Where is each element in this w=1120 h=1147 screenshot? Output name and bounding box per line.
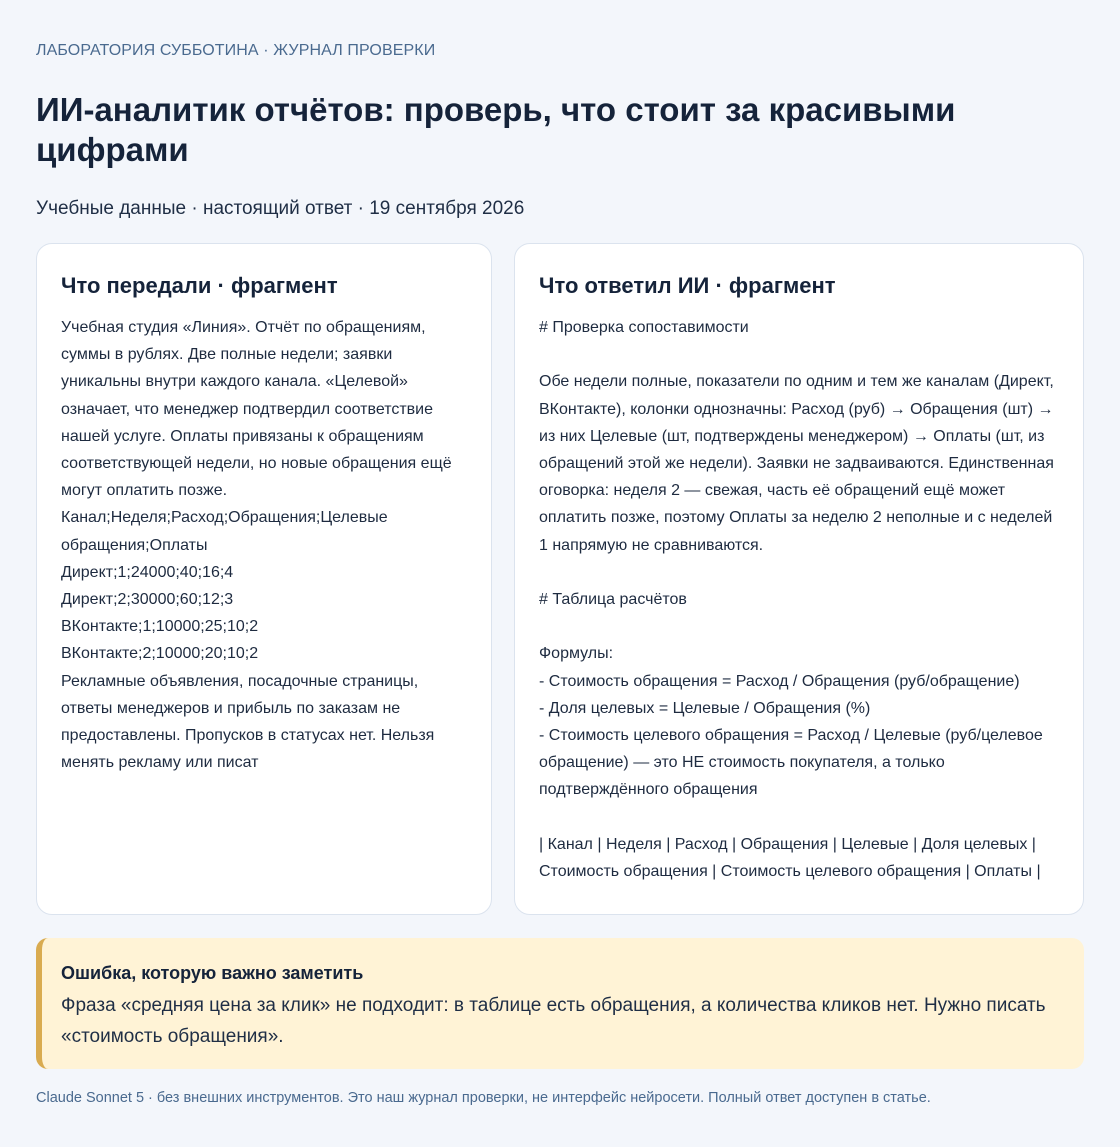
output-card	[514, 243, 1084, 915]
page-subtitle: Учебные данные · настоящий ответ · 19 сентября 2026	[36, 198, 525, 219]
footer-note: Claude Sonnet 5 · без внешних инструментов. Это наш журнал проверки, не интерфейс нейросети. Полный ответ доступен в статье.	[36, 1090, 931, 1106]
input-card-body: Учебная студия «Линия». Отчёт по обращениям, суммы в рублях. Две полные недели; заявки уникальны внутри каждого канала. «Целевой» означает, что менеджер подтвердил соответствие нашей услуге. Оплаты привязаны к обращениям соответствующей недели, но новые обращения ещё могут оплатить позже. Канал;Неделя;Расход;Обращения;Целевые обращения;Оплаты Директ;1;24000;40;16;4 Директ;2;30000;60;12;3 ВКонтакте;1;10000;25;10;2 ВКонтакте;2;10000;20;10;2 Рекламные объявления, посадочные страницы, ответы менеджеров и прибыль по заказам не предоставлены. Пропусков в статусах нет. Нельзя менять рекламу или писат	[61, 319, 452, 772]
error-callout-text: Фраза «средняя цена за клик» не подходит: в таблице есть обращения, а количества кликов нет. Нужно писать «стоимость обращения».	[61, 995, 1046, 1047]
output-card-body: # Проверка сопоставимости Обе недели полные, показатели по одним и тем же каналам (Директ, ВКонтакте), колонки однозначны: Расход (руб) → Обращения (шт) → из них Целевые (шт, подтверждены менеджером) → Оплаты (шт, из обращений этой же недели). Заявки не задваиваются. Единственная оговорка: неделя 2 — свежая, часть её обращений ещё может оплатить позже, поэтому Оплаты за неделю 2 неполные и с неделей 1 напрямую не сравниваются. # Таблица расчётов Формулы: - Стоимость обращения = Расход / Обращения (руб/обращение) - Доля целевых = Целевые / Обращения (%) - Стоимость целевого обращения = Расход / Целевые (руб/целевое обращение) — это НЕ стоимость покупателя, а только подтверждённого обращения | Канал | Неделя | Расход | Обращения | Целевые | Доля целевых | Стоимость обращения | Стоимость целевого обращения | Оплаты |	[539, 319, 1054, 881]
error-callout	[36, 938, 1084, 1069]
input-card	[36, 243, 492, 915]
kicker-label: ЛАБОРАТОРИЯ СУББОТИНА · ЖУРНАЛ ПРОВЕРКИ	[36, 42, 436, 59]
page-title: ИИ-аналитик отчётов: проверь, что стоит за красивыми цифрами	[36, 91, 956, 168]
error-callout-title: Ошибка, которую важно заметить	[61, 963, 364, 983]
input-card-title: Что передали · фрагмент	[61, 273, 338, 298]
output-card-title: Что ответил ИИ · фрагмент	[539, 273, 836, 298]
